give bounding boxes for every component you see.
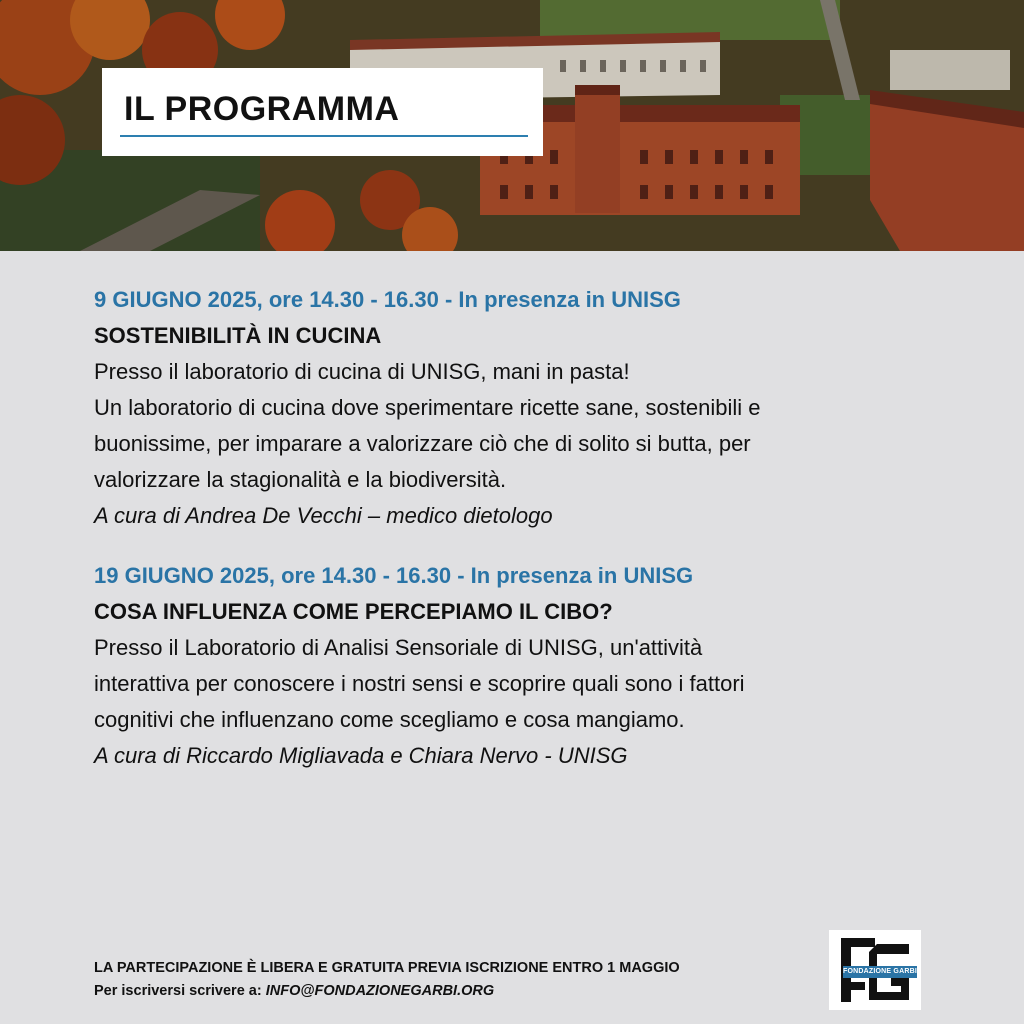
registration-footer: [94, 956, 834, 1002]
event-title: SOSTENIBILITÀ IN CUCINA: [94, 323, 382, 348]
event-title: COSA INFLUENZA COME PERCEPIAMO IL CIBO?: [94, 599, 613, 624]
event-description-line: Presso il Laboratorio di Analisi Sensoriale di UNISG, un'attività: [94, 635, 703, 660]
registration-instructions: [94, 980, 834, 1002]
event-description-line: interattiva per conoscere i nostri sensi e scoprire quali sono i fattori: [94, 671, 745, 696]
event-description-line: buonissime, per imparare a valorizzare ciò che di solito si butta, per: [94, 431, 751, 456]
event-description-line: valorizzare la stagionalità e la biodiversità.: [94, 467, 507, 492]
event-credit: A cura di Riccardo Migliavada e Chiara Nervo - UNISG: [94, 743, 628, 768]
event-description-line: Presso il laboratorio di cucina di UNISG, mani in pasta!: [94, 359, 630, 384]
event-description-line: cognitivi che influenzano come scegliamo e cosa mangiamo.: [94, 707, 685, 732]
participation-notice: LA PARTECIPAZIONE È LIBERA E GRATUITA PREVIA ISCRIZIONE ENTRO 1 MAGGIO: [94, 960, 680, 976]
logo-label: FONDAZIONE GARBI: [843, 966, 917, 978]
fondazione-garbi-logo: [829, 930, 921, 1010]
registration-prefix: Per iscriversi scrivere a:: [94, 983, 262, 999]
title-card: [102, 68, 543, 156]
event-1: [94, 282, 974, 534]
header-photo: [0, 0, 1024, 251]
contact-email-link[interactable]: INFO@FONDAZIONEGARBI.ORG: [265, 983, 495, 999]
title-underline: [120, 135, 528, 137]
event-description-line: Un laboratorio di cucina dove sperimentare ricette sane, sostenibili e: [94, 395, 761, 420]
program-list: [94, 282, 974, 798]
event-date: 19 GIUGNO 2025, ore 14.30 - 16.30 - In presenza in UNISG: [94, 563, 694, 588]
page-title: IL PROGRAMMA: [124, 90, 400, 128]
event-2: [94, 558, 974, 774]
event-credit: A cura di Andrea De Vecchi – medico dietologo: [94, 503, 553, 528]
event-date: 9 GIUGNO 2025, ore 14.30 - 16.30 - In presenza in UNISG: [94, 287, 681, 312]
